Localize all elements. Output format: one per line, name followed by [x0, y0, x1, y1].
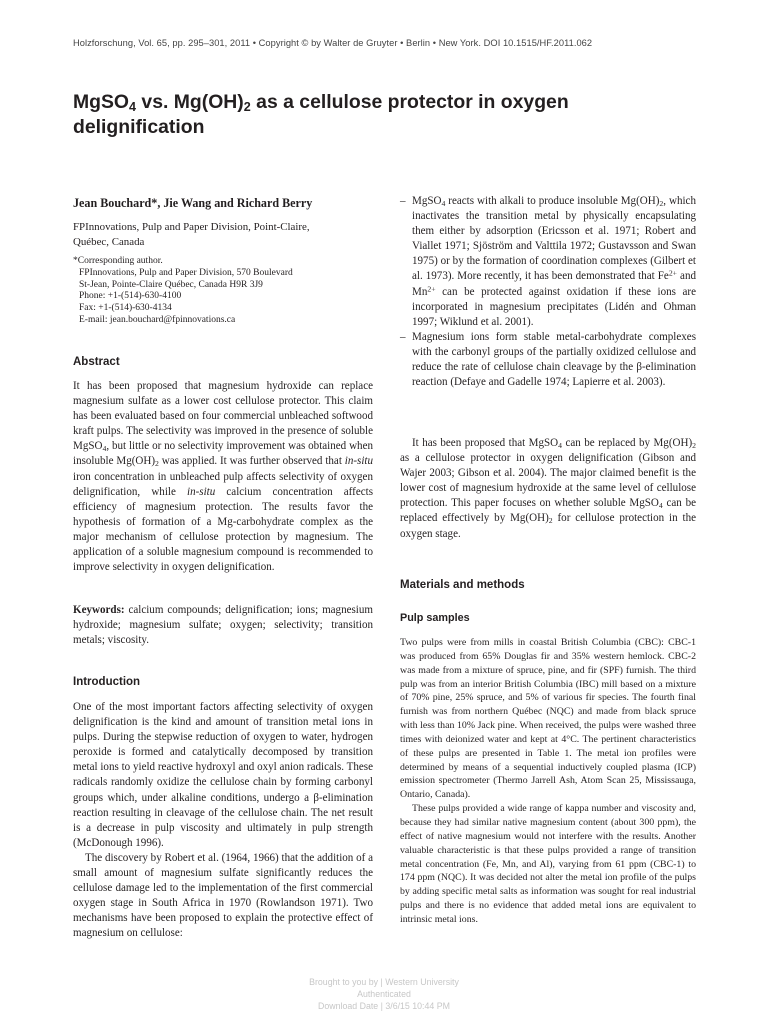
subscript: 2: [548, 516, 553, 526]
corresponding-address: St-Jean, Pointe-Claire Québec, Canada H9R 3J9: [79, 279, 263, 290]
corresponding-address: FPInnovations, Pulp and Paper Division, 570 Boulevard: [79, 267, 293, 278]
text-span: reacts with alkali to produce insoluble Mg(OH): [445, 195, 660, 207]
keywords-text: calcium compounds; delignification; ions; magnesium hydroxide; magnesium sulfate; oxygen; selectivity; transition metals; viscosity.: [73, 604, 373, 647]
mechanism-list: [400, 194, 696, 390]
paragraph: [73, 700, 373, 851]
authors: Jean Bouchard*, Jie Wang and Richard Berry: [73, 196, 313, 210]
title-part: MgSO: [73, 91, 130, 113]
italic-term: in-situ: [344, 455, 373, 468]
abstract-span: It has been proposed that magnesium hydroxide can replace magnesium sulfate as a lower cost cellulose protector. This claim has been evaluated based on four commercial unbleached softwood kraft pulps. The selectivity was improved in the presence of soluble MgSO: [73, 380, 373, 453]
methods-text: [400, 636, 696, 927]
text-span: It has been proposed that MgSO: [412, 437, 559, 449]
subscript: 2: [692, 440, 696, 450]
subscript: 4: [441, 198, 446, 208]
abstract-span: calcium concentration affects efficiency of magnesium protection. The results favor the hypothesis of formation of a Mg-carbohydrate complex as the major mechanism of cellulose protection by magnesium. The application of a soluble magnesium compound is recommended to improve selectivity in oxygen delignification.: [73, 485, 373, 574]
subscript: 4: [558, 440, 562, 450]
corresponding-author-block: [73, 256, 373, 327]
superscript: 2+: [427, 284, 436, 294]
title-subscript: 2: [243, 100, 251, 115]
watermark-line: Brought to you by | Western University: [309, 977, 459, 987]
text-span: can be replaced effectively by Mg(OH): [400, 497, 696, 525]
italic-term: in-situ: [187, 485, 216, 498]
keywords: [73, 603, 373, 648]
pulp-samples-subheading: Pulp samples: [400, 612, 470, 624]
text-span: -elimination reaction (Defaye and Gadelle 1974; Lapierre et al. 2003).: [412, 361, 696, 389]
affiliation: [73, 220, 373, 250]
text-span: and Mn: [412, 270, 696, 298]
text-span: can be replaced by Mg(OH): [562, 437, 693, 449]
text-span: MgSO: [412, 195, 442, 207]
corresponding-email: E-mail: jean.bouchard@fpinnovations.ca: [79, 314, 236, 325]
title-part: as a cellulose protector in oxygen: [250, 91, 569, 113]
text-span: for cellulose protection in the oxygen stage.: [400, 512, 696, 540]
proposal-paragraph: [400, 436, 696, 542]
subscript: 2: [155, 459, 159, 469]
introduction-text: [73, 700, 373, 942]
list-dash: –: [400, 195, 406, 207]
list-dash: –: [400, 330, 406, 343]
subscript: 4: [102, 444, 107, 454]
superscript: 2+: [668, 269, 678, 278]
corresponding-fax: Fax: +1-(514)-630-4134: [79, 303, 172, 314]
subscript: 4: [658, 501, 663, 511]
text-span: as a cellulose protector in oxygen delignification (Gibson and Wajer 2003; Gibson et al. 2004). The major claimed benefit is the lower cost of magnesium hydroxide at the same level of cellulose protection. This paper focuses on whether soluble MgSO: [400, 452, 696, 510]
corresponding-phone: Phone: +1-(514)-630-4100: [79, 291, 182, 302]
journal-citation-line: Holzforschung, Vol. 65, pp. 295–301, 2011 • Copyright © by Walter de Gruyter • Berlin • New York. DOI 10.1515/HF.2011.062: [73, 38, 593, 48]
title-part: vs. Mg(OH): [136, 91, 244, 113]
list-item: [400, 330, 696, 390]
introduction-heading: Introduction: [73, 676, 141, 688]
subscript: 2: [659, 198, 664, 208]
corresponding-label: *Corresponding author.: [73, 256, 163, 266]
list-item: [400, 194, 696, 330]
abstract-span: was applied. It was further observed that: [158, 455, 345, 468]
paragraph: These pulps provided a wide range of kappa number and viscosity and, because they had similar native magnesium content (about 300 ppm), the effect of native magnesium would not interfere with the results. Another valuable characteristic is that these pulps provided a range of transition metal concentration (Fe, Mn, and Al), varying from 61 ppm (CBC-1) to 174 ppm (NQC). It was decided not alter the metal ion profile of the pulps by adding specific metal salts as information was sought for real industrial pulps and there is no evidence that added metal ions are equivalent to intrinsic metal ions.: [400, 803, 696, 925]
text-span: , which inactivates the transition metal by physically encapsulating them either by adsorption (Ericsson et al. 1971; Robert and Viallet 1971; Sjöström and Valttila 1972; Gustavsson and Swan 1975) or by the formation of coordination complexes (Gilbert et al. 1973). More recently, it has been demonstrated that Fe: [412, 195, 696, 283]
abstract-span: iron concentration in unbleached pulp affects selectivity of oxygen delignification, while: [73, 470, 373, 498]
affiliation-line: FPInnovations, Pulp and Paper Division, Point-Claire,: [73, 221, 310, 233]
abstract-span: , but little or no selectivity improvement was obtained when insoluble Mg(OH): [73, 440, 373, 468]
download-watermark: [0, 976, 768, 1012]
text-span: can be protected against oxidation if these ions are incorporated in magnesium precipitates (Lidén and Ohman 1997; Wiklund et al. 2001).: [412, 285, 696, 328]
text-span: -elimination reaction resulting in cleavage of the cellulose chain. The net result is a decrease in pulp viscosity and ultimately in pulp strength (McDonough 1996).: [73, 791, 373, 849]
greek-beta: β: [313, 791, 319, 804]
watermark-line: Download Date | 3/6/15 10:44 PM: [318, 1001, 450, 1011]
abstract-text: [73, 379, 373, 575]
greek-beta: β: [636, 361, 642, 374]
title-subscript: 4: [129, 100, 137, 115]
text-span: One of the most important factors affecting selectivity of oxygen delignification is the kind and amount of transition metal ions in pulps. During the stepwise reduction of oxygen to water, hydrogen peroxide is formed and catalytically decomposed by transition metal ions to yield reactive hydroxyl and oxyl anion radicals. These radicals randomly oxidize the cellulose chain by forming carbonyl groups which, under alkaline conditions, undergo a: [73, 701, 373, 804]
title-part: delignification: [73, 115, 205, 138]
methods-heading: Materials and methods: [400, 579, 525, 591]
abstract-heading: Abstract: [73, 356, 120, 368]
text-span: Magnesium ions form stable metal-carbohydrate complexes with the carbonyl groups of the partially oxidized cellulose and reduce the rate of cellulose chain cleavage by the: [412, 330, 696, 374]
keywords-label: Keywords:: [73, 604, 125, 616]
paragraph: Two pulps were from mills in coastal British Columbia (CBC): CBC-1 was produced from 65% Douglas fir and 35% western hemlock. CBC-2 was made from a mixture of spruce, pine, and fir (SPF) furnish. The third pulp was from an interior British Columbia (IBC) mill based on a mixture of 70% pine, 25% spruce, and 5% of various fir species. The fourth final furnish was from northern Québec (NQC) and made from black spruce with less than 10% Jack pine. When received, the pulps were washed three times with deionized water and kept at 4°C. The pertinent characteristics of these pulps are presented in Table 1. The metal ion profiles were determined by means of a sequential inductively coupled plasma (ICP) emission spectrometer (Thermo Jarrell Ash, Atom Scan 25, Mississauga, Ontario, Canada).: [400, 637, 696, 801]
affiliation-line: Québec, Canada: [73, 236, 145, 248]
paragraph: The discovery by Robert et al. (1964, 1966) that the addition of a small amount of magnesium sulfate significantly reduces the cellulose damage led to the implementation of the first commercial oxygen stage in South Africa in 1970 (Rowlandson 1971). Two mechanisms have been proposed to explain the protective effect of magnesium on cellulose:: [73, 851, 373, 940]
article-title: [73, 90, 713, 139]
watermark-line: Authenticated: [357, 989, 411, 999]
